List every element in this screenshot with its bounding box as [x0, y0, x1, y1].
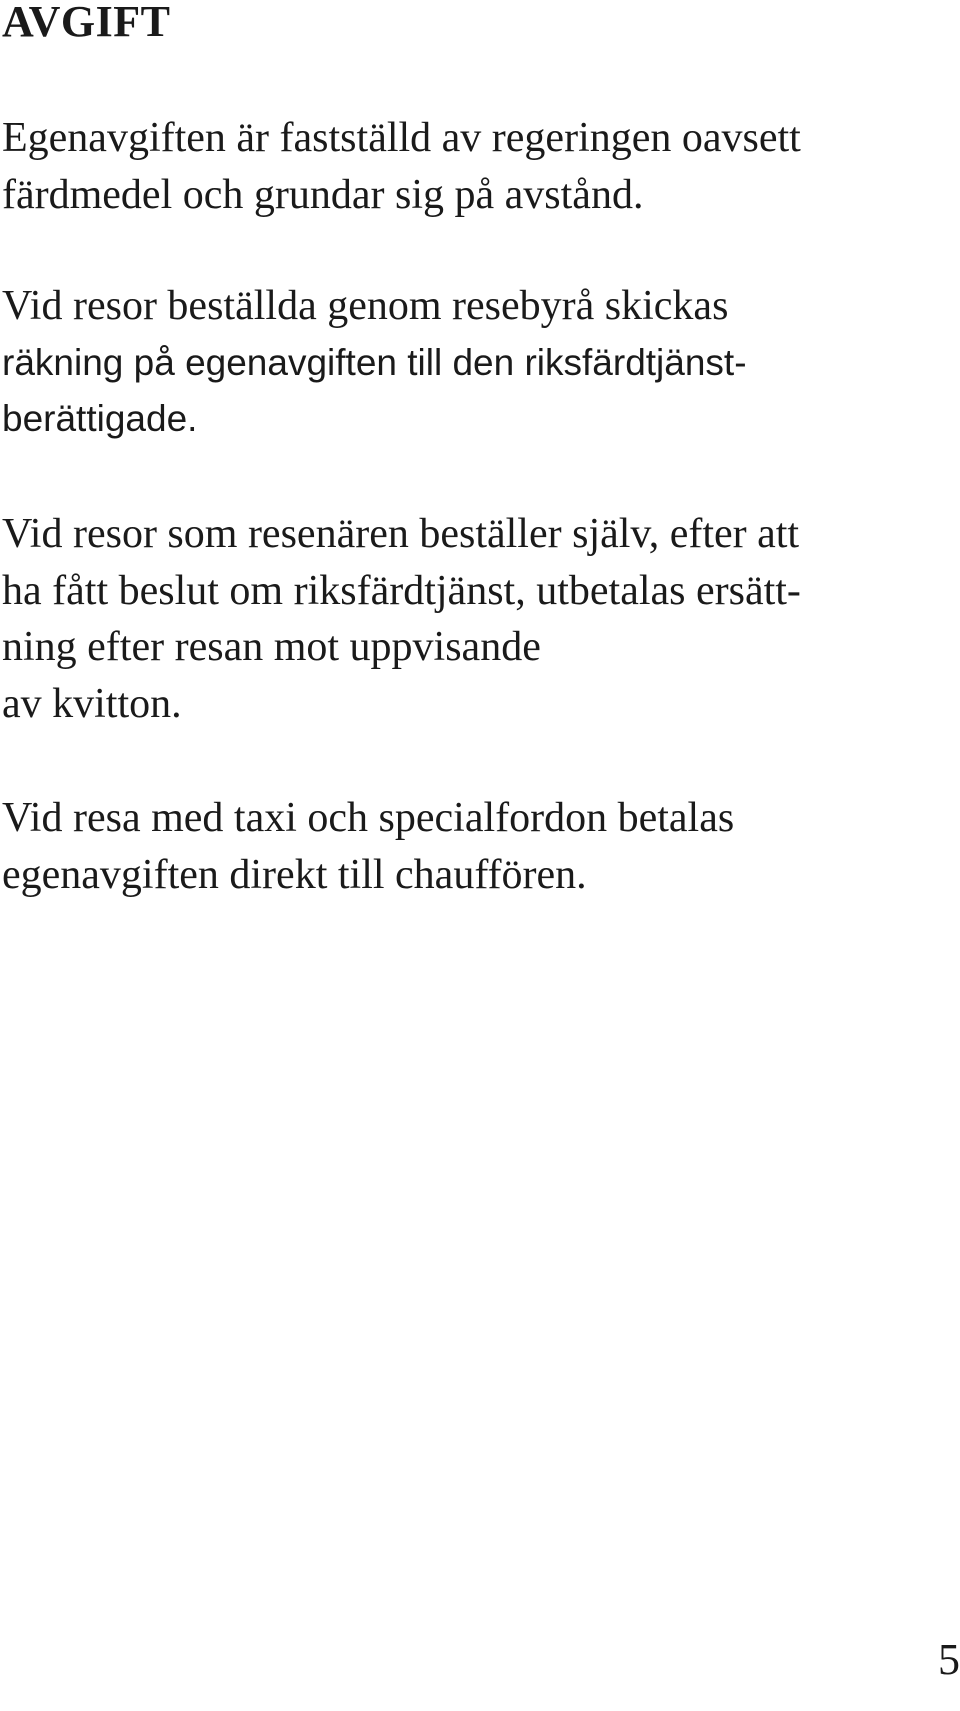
- paragraph-line: färdmedel och grundar sig på avstånd.: [2, 171, 644, 218]
- paragraph-fee-basis: [2, 110, 801, 223]
- paragraph-line: ha fått beslut om riksfärdtjänst, utbetalas ersätt-: [2, 567, 801, 614]
- paragraph-line: Vid resor beställda genom resebyrå skickas: [2, 283, 729, 329]
- section-heading: AVGIFT: [2, 0, 171, 46]
- paragraph-self-booking: [2, 506, 801, 732]
- paragraph-line: Egenavgiften är fastställd av regeringen oavsett: [2, 115, 801, 161]
- paragraph-line: Vid resor som resenären beställer själv, efter att: [2, 511, 800, 557]
- paragraph-travel-agency: [2, 278, 747, 448]
- paragraph-line: av kvitton.: [2, 680, 182, 727]
- paragraph-taxi: [2, 790, 734, 903]
- page-number: 5: [938, 1635, 960, 1684]
- paragraph-line: Vid resa med taxi och specialfordon betalas: [2, 795, 735, 841]
- paragraph-line: egenavgiften direkt till chauffören.: [2, 851, 587, 898]
- paragraph-line: räkning på egenavgiften till den riksfärdtjänst-: [2, 341, 747, 383]
- paragraph-line: berättigade.: [2, 398, 198, 439]
- paragraph-line: ning efter resan mot uppvisande: [2, 624, 541, 670]
